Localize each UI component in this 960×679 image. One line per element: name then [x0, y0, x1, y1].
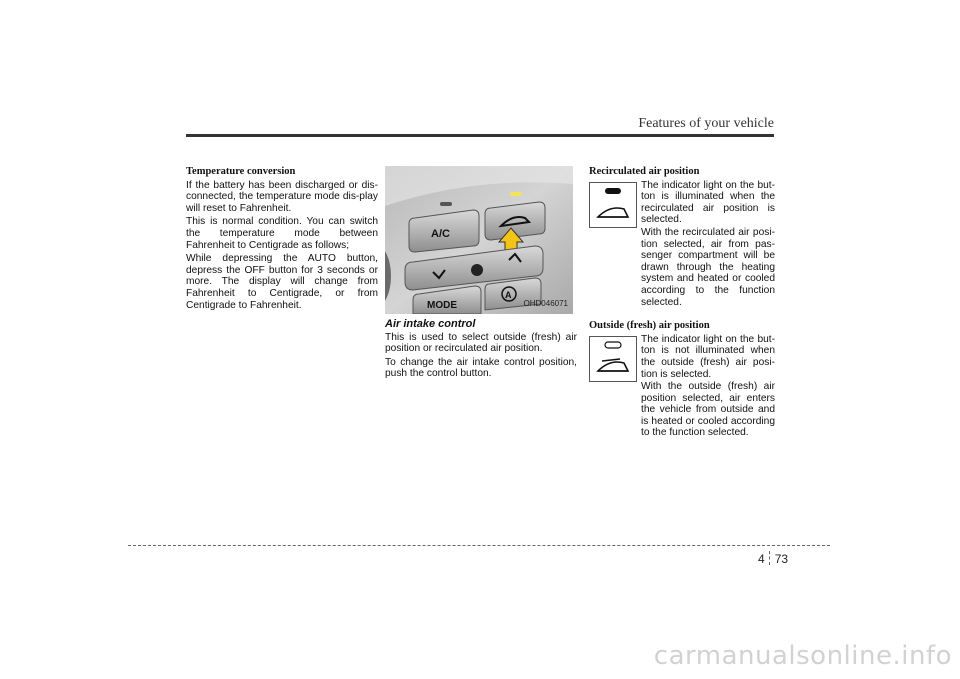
- watermark: carmanualsonline.info: [653, 641, 952, 671]
- fresh-item: [589, 334, 775, 439]
- chapter-number: 4: [758, 552, 765, 566]
- figure-code: OHD046071: [523, 299, 568, 309]
- footer-rule: [128, 545, 830, 546]
- paragraph: If the battery has been discharged or dis-connected, the temperature mode dis-play will reset to Fahrenheit.: [186, 179, 378, 214]
- climate-panel-illustration: [385, 166, 573, 314]
- ac-button-label: A/C: [431, 228, 450, 240]
- fresh-heading: Outside (fresh) air position: [589, 320, 710, 332]
- led-indicator: [440, 202, 452, 206]
- header-rule: [186, 134, 774, 137]
- climate-panel-figure: [385, 166, 573, 314]
- recirculated-item: [589, 180, 775, 309]
- paragraph: With the outside (fresh) air position selected, air enters the vehicle from outside and is heated or cooled according to the function selected.: [641, 381, 775, 439]
- section-heading: Air intake control: [385, 318, 476, 330]
- page-number: [758, 551, 788, 566]
- outside-air-icon: [589, 336, 637, 382]
- recirculated-air-icon: [589, 182, 637, 228]
- mode-button-label: MODE: [427, 300, 457, 311]
- paragraph: With the recirculated air posi-tion selected, air from pas-senger compartment will be drawn through the heating system and heated or cooled according to the function selected.: [641, 226, 775, 308]
- paragraph: While depressing the AUTO button, depress the OFF button for 3 seconds or more. The display will change from Fahrenheit to Centigrade, or from Centigrade to Fahrenheit.: [186, 253, 378, 311]
- paragraph: The indicator light on the but-ton is not illuminated when the outside (fresh) air posi-tion is selected.: [641, 333, 775, 380]
- led-indicator-lit: [510, 192, 522, 196]
- section-heading: Temperature conversion: [186, 166, 296, 177]
- page-number-value: 73: [774, 552, 789, 566]
- paragraph: The indicator light on the but-ton is illuminated when the recirculated air position is selected.: [641, 179, 775, 226]
- recirculated-heading: Recirculated air position: [589, 166, 700, 177]
- paragraph: This is used to select outside (fresh) air position or recirculated air position.: [385, 331, 577, 355]
- svg-text:A: A: [505, 290, 512, 300]
- fan-icon: [471, 264, 483, 276]
- column-temperature-conversion: [186, 166, 378, 313]
- column-air-positions: [589, 166, 775, 440]
- column-air-intake: [385, 166, 577, 382]
- paragraph: This is normal condition. You can switch the temperature mode between Fahrenheit to Centigrade as follows;: [186, 216, 378, 251]
- paragraph: To change the air intake control position, push the control button.: [385, 356, 577, 380]
- header-title: Features of your vehicle: [638, 116, 774, 131]
